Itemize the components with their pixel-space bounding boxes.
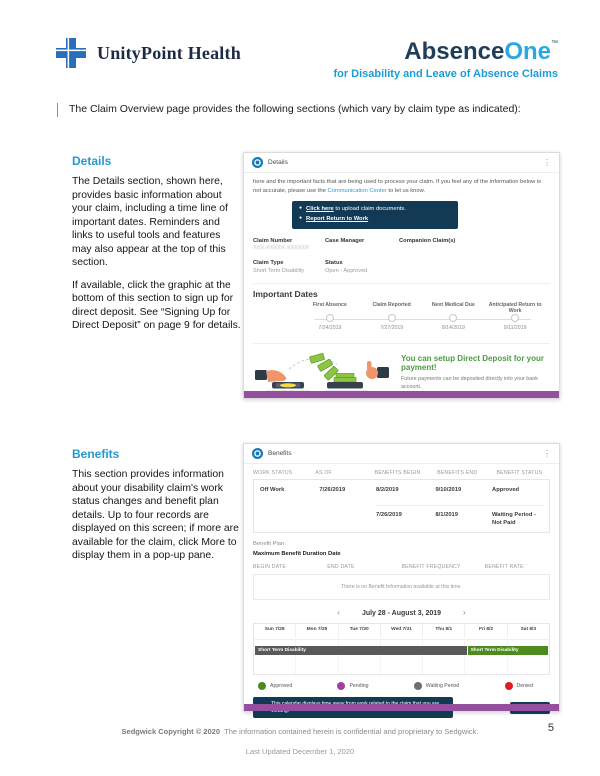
benefits-doc-heading: Benefits [72, 447, 120, 461]
work-status-table-headers [253, 470, 550, 476]
day-header: Sun 7/28 [254, 624, 296, 639]
waiting-period-dot-icon [414, 682, 422, 690]
benefits-screenshot [243, 443, 560, 712]
column-header: AS OF [315, 470, 332, 476]
details-doc-heading: Details [72, 154, 112, 168]
column-header: BENEFITS BEGIN [374, 470, 421, 476]
day-header: Wed 7/31 [381, 624, 423, 639]
day-header: Fri 8/2 [465, 624, 507, 639]
table-row: Off Work 7/26/2019 8/2/2019 9/10/2019 Approved [260, 487, 520, 493]
brand-name: UnityPoint Health [97, 42, 241, 63]
unitypoint-cross-icon [54, 36, 88, 70]
milestone-dot [449, 314, 457, 322]
calendar-bars [255, 646, 548, 655]
direct-deposit-illustration-icon [253, 349, 391, 395]
benefits-panel-title: Benefits [268, 450, 292, 457]
benefits-doc-section [72, 447, 242, 572]
milestone-anticipated-return: Anticipated Return to Work 9/11/2019 [488, 301, 542, 331]
bullseye-icon [252, 448, 263, 459]
field-case-manager: Case Manager [325, 237, 365, 244]
claim-intro-text: here and the important facts that are being used to process your claim. If you feel any of the information below is not accurate, please use the Communication Center to let us know. [253, 179, 542, 194]
milestone-dot [388, 314, 396, 322]
last-updated: Last Updated December 1, 2020 [245, 747, 355, 756]
field-claim-number: Claim Number XXX-XXXXX-XXXXXX [253, 238, 325, 252]
intro-paragraph: The Claim Overview page provides the following sections (which vary by claim type as indicated): [57, 103, 574, 117]
disability-bar-approved[interactable]: Short Term Disability [468, 646, 548, 655]
calendar-grid [253, 623, 550, 675]
claim-fields [244, 229, 559, 274]
calendar-legend [258, 682, 533, 690]
no-benefit-message: There is no Benefit Information available at this time. [253, 574, 550, 600]
day-header: Tue 7/30 [339, 624, 381, 639]
details-screenshot [243, 152, 560, 399]
bullet-icon: ● [299, 204, 303, 211]
approved-dot-icon [258, 682, 266, 690]
upload-documents-link[interactable]: Click here [306, 205, 334, 212]
pending-dot-icon [337, 682, 345, 690]
direct-deposit-body: Future payments can be deposited directly into your bank account. [401, 375, 548, 401]
milestone-next-medical-due: Next Medical Due 8/14/2019 [431, 301, 475, 331]
calendar-nav [244, 609, 559, 617]
product-wordmark: AbsenceOne™ [404, 38, 558, 65]
purple-accent-bar [244, 704, 559, 711]
legend-item-denied: Denied [505, 682, 533, 690]
milestone-dot [511, 314, 519, 322]
legend-item-approved: Approved [258, 682, 292, 690]
calendar-prev-button[interactable]: ‹ [337, 608, 340, 618]
footer-copyright: Sedgwick Copyright © 2020 The information contained herein is confidential and proprietary to Sedgwick. [121, 727, 479, 736]
column-header: BENEFIT STATUS [496, 470, 543, 476]
details-doc-para-2: If available, click the graphic at the bottom of this section to sign up for direct deposit. See “Signing Up for Direct Deposit” on page 9 for details. [72, 279, 241, 332]
important-dates-heading: Important Dates [253, 288, 318, 299]
details-doc-section [72, 154, 242, 342]
details-doc-para-1: The Details section, shown here, provides basic information about your claim, including a time line of important dates. Reminders and links to useful tools and features may also appear at the top of this section. [72, 176, 228, 269]
calendar-title: July 28 - August 3, 2019 [361, 609, 442, 617]
calendar-next-button[interactable]: › [463, 608, 466, 618]
column-header: END DATE [327, 564, 355, 571]
page-number: 5 [547, 722, 554, 734]
panel-menu-icon[interactable]: ⋮ [543, 448, 551, 458]
product-wordmark-block [333, 40, 558, 80]
benefit-table-headers [253, 564, 550, 570]
milestone-claim-reported: Claim Reported 7/27/2019 [372, 301, 411, 331]
disability-bar-waiting-period[interactable]: Short Term Disability [255, 646, 467, 655]
day-header: Thu 8/1 [423, 624, 465, 639]
table-row: 7/26/2019 8/1/2019 Waiting Period - Not Paid [254, 499, 549, 532]
details-panel-header [244, 153, 559, 173]
report-return-to-work-link[interactable]: Report Return to Work [306, 215, 369, 222]
denied-dot-icon [505, 682, 513, 690]
upload-callout [292, 201, 458, 229]
unitypoint-logo [54, 36, 241, 70]
column-header: BEGIN DATE [253, 564, 287, 571]
benefits-doc-para-1: This section provides information about your disability claim's work status changes and benefit plan details. Up to four records are displayed on this screen; if more are available for the claim, click More to display them in a pop-up pane. [72, 469, 239, 562]
panel-menu-icon[interactable]: ⋮ [543, 157, 551, 167]
communication-center-link[interactable]: Communication Center [327, 187, 387, 194]
field-status: Status Open - Approved [325, 260, 368, 274]
important-dates-section [253, 283, 550, 336]
bullet-icon: ● [299, 214, 303, 221]
column-header: BENEFIT RATE [484, 564, 524, 571]
benefit-plan-label: Benefit Plan [253, 541, 285, 548]
footer-copyright-bold: Sedgwick Copyright © 2020 [121, 727, 220, 736]
bullseye-icon [252, 157, 263, 168]
column-header: WORK STATUS [253, 470, 293, 476]
callout-row-2 [299, 215, 451, 225]
calendar-column-lines [254, 638, 549, 674]
day-header: Mon 7/29 [296, 624, 338, 639]
milestone-dot [326, 314, 334, 322]
trademark-symbol: ™ [551, 40, 558, 47]
column-header: BENEFIT FREQUENCY [401, 564, 461, 571]
direct-deposit-title: You can setup Direct Deposit for your payment! [401, 353, 544, 373]
milestone-first-absence: First Absence 7/24/2019 [312, 301, 347, 331]
benefits-panel-header [244, 444, 559, 464]
legend-item-pending: Pending [337, 682, 368, 690]
callout-row-1: ● Click here to upload claim documents. [299, 204, 406, 212]
work-status-table [253, 479, 550, 533]
column-header: BENEFITS END [437, 470, 478, 476]
max-benefit-duration-label: Maximum Benefit Duration Date [253, 551, 341, 558]
dates-timeline [299, 302, 546, 336]
claim-number-value: XXX-XXXXX-XXXXXX [253, 245, 309, 252]
day-header: Sat 8/3 [520, 627, 537, 633]
details-panel-title: Details [268, 159, 288, 166]
field-claim-type: Claim Type Short Term Disability [253, 260, 305, 274]
product-tagline: for Disability and Leave of Absence Claims [333, 68, 558, 80]
legend-item-waiting-period: Waiting Period [414, 682, 460, 690]
purple-accent-bar [244, 391, 559, 398]
field-companion-claims: Companion Claim(s) [399, 237, 456, 244]
